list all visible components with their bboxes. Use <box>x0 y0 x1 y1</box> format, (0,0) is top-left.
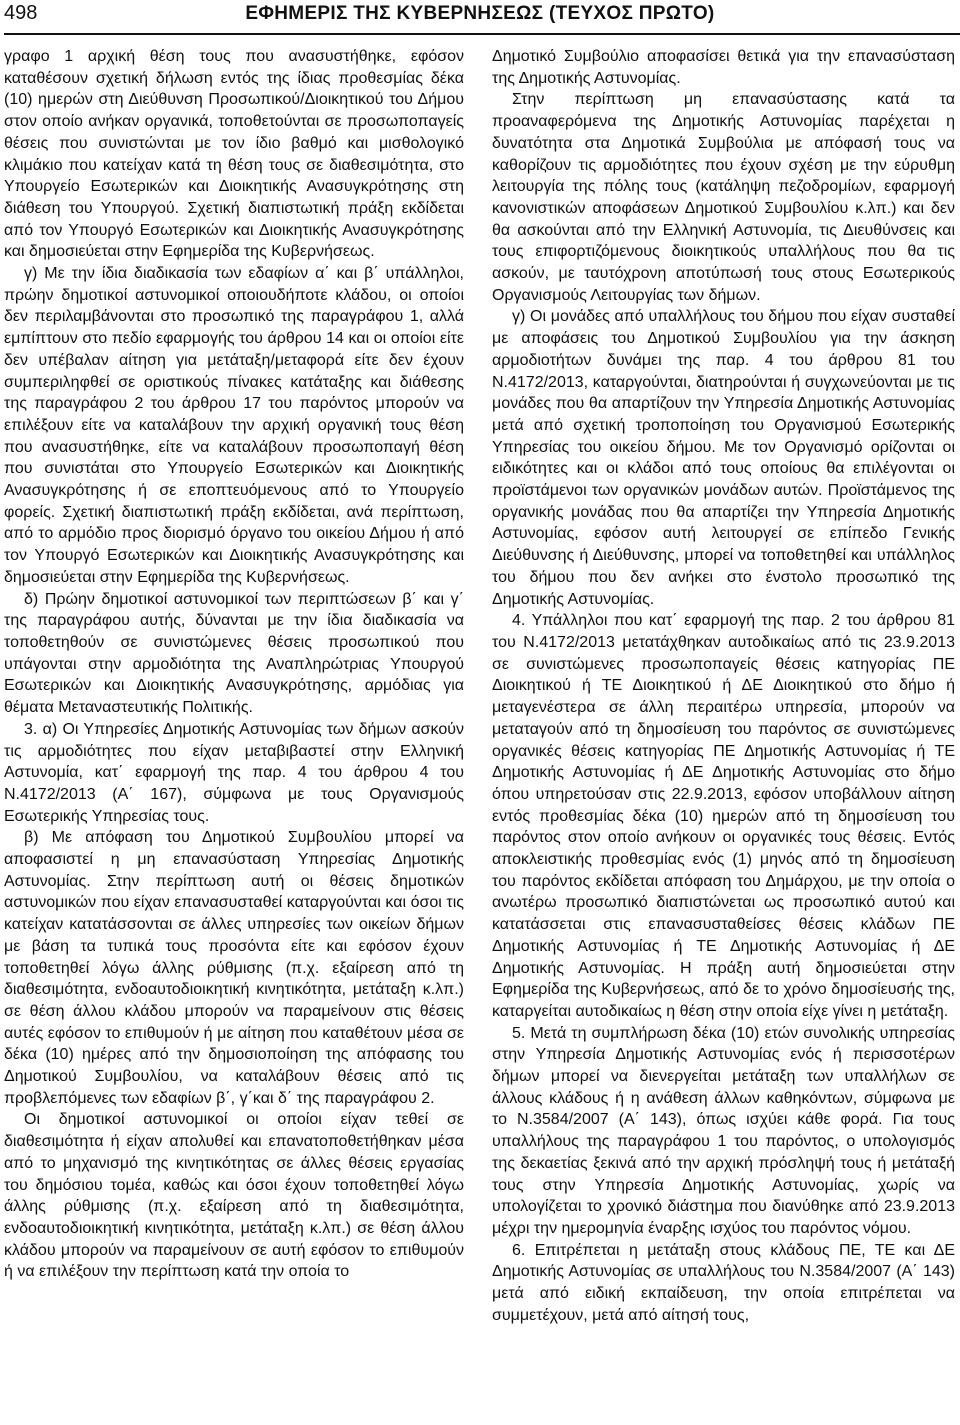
right-column <box>492 46 955 1421</box>
paragraph: δ) Πρώην δημοτικοί αστυνομικοί των περιπτώσεων β΄ και γ΄ της παραγράφου αυτής, δύνανται με την ίδια διαδικασία να τοποθετηθούν σε συνιστώμενες θέσεις προσωπικού που υπάγονται στην αρμοδιότητα της Αναπληρώτριας Υπουργού Εσωτερικών και Διοικητικής Ανασυγκρότησης, αρμόδιας για θέματα Μεταναστευτικής Πολιτικής. <box>4 590 464 717</box>
page-header <box>0 0 960 34</box>
header-rule <box>4 33 960 35</box>
paragraph: 6. Επιτρέπεται η μετάταξη στους κλάδους ΠΕ, ΤΕ και ΔΕ Δημοτικής Αστυνομίας σε υπαλλήλους του Ν.3584/2007 (Α΄ 143) μετά από ειδική εκπαίδευση, την οποία επιτρέπεται να συμμετέχουν, μετά από αίτησή τους, <box>492 1241 955 1324</box>
paragraph: γ) Οι μονάδες από υπαλλήλους του δήμου που είχαν συσταθεί με αποφάσεις του Δημοτικού Συμβουλίου για την άσκηση αρμοδιοτήτων δυνάμει της παρ. 4 του άρθρου 81 του Ν.4172/2013, καταργούνται, διατηρούνται ή συγχωνεύονται με τις μονάδες που θα απαρτίζουν την Υπηρεσία Δημοτικής Αστυνομίας μετά από σχετική τροποποίηση του Οργανισμού Εσωτερικής Υπηρεσίας του οικείου δήμου. Με τον Οργανισμό ορίζονται οι ειδικότητες και οι κλάδοι από τους οποίους θα επιλέγονται οι προϊστάμενοι των οργανικών μονάδων αυτών. Προϊστάμενος της οργανικής μονάδας που θα απαρτίζει την Υπηρεσία Δημοτικής Αστυνομίας, εφόσον αυτή λειτουργεί σε επίπεδο Γενικής Διεύθυνσης ή Διεύθυνσης, μπορεί να τοποθετηθεί και υπάλληλος του δήμου που δεν ανήκει στο ένστολο προσωπικό της Δημοτικής Αστυνομίας. <box>492 308 955 608</box>
paragraph: β) Με απόφαση του Δημοτικού Συμβουλίου μπορεί να αποφασιστεί η μη επανασύσταση Υπηρεσίας Δημοτικής Αστυνομίας. Στην περίπτωση αυτή οι θέσεις δημοτικών αστυνομικών που είχαν επανασυσταθεί καταργούνται και όσοι τις κατείχαν κατατάσσονται σε άλλες υπηρεσίες των οικείων δήμων με βάση τα τυπικά τους προσόντα είτε και εφόσον έχουν τοποθετηθεί λόγω άλλης ρύθμισης (π.χ. εξαίρεση από τη διαθεσιμότητα, ενδοαυτοδιοικητική κινητικότητα, μετάταξη κ.λπ.) σε θέση άλλου κλάδου μπορούν να παραμείνουν στις θέσεις αυτές εφόσον το επιθυμούν ή με αίτηση που καταθέτουν μέσα σε δέκα (10) ημέρες από την δημοσιοποίηση της απόφασης του Δημοτικού Συμβουλίου, να καταλάβουν θέσεις από τις προβλεπόμενες των εδαφίων β΄, γ΄και δ΄ της παραγράφου 2. <box>4 829 464 1107</box>
paragraph: 3. α) Οι Υπηρεσίες Δημοτικής Αστυνομίας των δήμων ασκούν τις αρμοδιότητες που είχαν μεταβιβαστεί στην Ελληνική Αστυνομία, κατ΄ εφαρμογή της παρ. 4 του άρθρου 4 του Ν.4172/2013 (Α΄ 167), σύμφωνα με τους Οργανισμούς Εσωτερικής Υπηρεσίας τους. <box>4 720 464 825</box>
paragraph: Οι δημοτικοί αστυνομικοί οι οποίοι είχαν τεθεί σε διαθεσιμότητα ή είχαν απολυθεί και επανατοποθετήθηκαν μέσα από το μηχανισμό της κινητικότητας σε άλλες θέσεις εργασίας του δημόσιου τομέα, καθώς και όσοι έχουν τοποθετηθεί λόγω άλλης ρύθμισης (π.χ. εξαίρεση από τη διαθεσιμότητα, ενδοαυτοδιοικητική κινητικότητα, μετάταξη κ.λπ.) σε θέση άλλου κλάδου μπορούν να παραμείνουν σε αυτή εφόσον το επιθυμούν ή να επιλέξουν την περίπτωση κατά την οποία το <box>4 1111 464 1281</box>
journal-title: ΕΦΗΜΕΡΙΣ ΤΗΣ ΚΥΒΕΡΝΗΣΕΩΣ (ΤΕΥΧΟΣ ΠΡΩΤΟ) <box>245 3 715 24</box>
page-number: 498 <box>4 2 38 24</box>
paragraph: Δημοτικό Συμβούλιο αποφασίσει θετικά για την επανασύσταση της Δημοτικής Αστυνομίας. <box>492 48 955 87</box>
paragraph: 5. Μετά τη συμπλήρωση δέκα (10) ετών συνολικής υπηρεσίας στην Υπηρεσία Δημοτικής Αστυνομίας ενός ή περισσοτέρων δήμων μπορεί να διενεργείται μετάταξη των υπαλλήλων σε άλλους κλάδους ή η ανάθεση άλλων καθηκόντων, σύμφωνα με το Ν.3584/2007 (Α΄ 143), όπως ισχύει κάθε φορά. Για τους υπαλλήλους της παραγράφου 1 του παρόντος, ο υπολογισμός της δεκαετίας ξεκινά από την αρχική πρόσληψή τους ή μετάταξή τους στην Υπηρεσία Δημοτικής Αστυνομίας, χωρίς να υπολογίζεται το χρονικό διάστημα που διανύθηκε από 23.9.2013 μέχρι την ημερομηνία έναρξης ισχύος του παρόντος νόμου. <box>492 1024 955 1237</box>
left-column <box>4 46 464 1421</box>
paragraph: γραφο 1 αρχική θέση τους που ανασυστήθηκε, εφόσον καταθέσουν σχετική δήλωση εντός της ίδιας προθεσμίας δέκα (10) ημερών στη Διεύθυνση Προσωπικού/Διοικητικού του Δήμου στον οποίο ανήκαν οργανικά, τοποθετούνται σε προσωποπαγείς θέσεις που συνιστώνται με τον ίδιο βαθμό και μισθολογικό κλιμάκιο που κατείχαν κατά τη θέση τους σε διαθεσιμότητα, στο Υπουργείο Εσωτερικών και Διοικητικής Ανασυγκρότησης στη διάθεση του Υπουργού. Σχετική διαπιστωτική πράξη εκδίδεται από τον Υπουργό Εσωτερικών και Διοικητικής Ανασυγκρότησης και δημοσιεύεται στην Εφημερίδα της Κυβερνήσεως. <box>4 48 464 261</box>
paragraph: γ) Με την ίδια διαδικασία των εδαφίων α΄ και β΄ υπάλληλοι, πρώην δημοτικοί αστυνομικοί οποιουδήποτε κλάδου, οι οποίοι δεν περιλαμβάνονται στο προσωπικό της παραγράφου 1, αλλά εμπίπτουν στο πεδίο εφαρμογής του άρθρου 14 και οι οποίοι είτε δεν υπέβαλαν αίτηση για μετάταξη/μεταφορά είτε δεν έχουν συμπεριληφθεί σε οριστικούς πίνακες κατάταξης και διάθεσης της παραγράφου 2 του άρθρου 17 του παρόντος μπορούν να επιλέξουν είτε να καταλάβουν την αρχική οργανική τους θέση που ανασυστήθηκε, είτε να καταλάβουν προσωποπαγή θέση που συνιστάται στο Υπουργείο Εσωτερικών και Διοικητικής Ανασυγκρότησης ή σε εποπτευόμενους από το Υπουργείο φορείς. Σχετική διαπιστωτική πράξη εκδίδεται, ανά περίπτωση, από το αρμόδιο προς διορισμό όργανο του οικείου Δήμου ή από τον Υπουργό Εσωτερικών και Διοικητικής Ανασυγκρότησης και δημοσιεύεται στην Εφημερίδα της Κυβερνήσεως. <box>4 265 464 586</box>
paragraph: Στην περίπτωση μη επανασύστασης κατά τα προαναφερόμενα της Δημοτικής Αστυνομίας παρέχεται η δυνατότητα στα Δημοτικά Συμβούλια με απόφασή τους να καθορίζουν τις αρμοδιότητες που έχουν σχέση με την εύρυθμη λειτουργία της πόλης τους (κατάληψη πεζοδρομίων, εφαρμογή κανονιστικών αποφάσεων Δημοτικού Συμβουλίου κ.λπ.) και δεν θα ασκούνται από την Ελληνική Αστυνομία, τις Διευθύνσεις και τους επιφορτιζόμενους διοικητικούς υπαλλήλους που θα τις ασκούν, με ταυτόχρονη αποτύπωσή τους στους Εσωτερικούς Οργανισμούς Λειτουργίας των δήμων. <box>492 91 955 304</box>
paragraph: 4. Υπάλληλοι που κατ΄ εφαρμογή της παρ. 2 του άρθρου 81 του Ν.4172/2013 μετατάχθηκαν αυτοδικαίως από τις 23.9.2013 σε συνιστώμενες προσωποπαγείς θέσεις κατηγορίας ΠΕ Διοικητικού ή ΤΕ Διοικητικού ή ΔΕ Διοικητικού στο δήμο ή μεταγενέστερα σε άλλη περαιτέρω υπηρεσία, μπορούν να μεταταγούν από τη δημοσίευση του παρόντος σε συνιστώμενες οργανικές θέσεις κατηγορίας ΠΕ Δημοτικής Αστυνομίας ή ΤΕ Δημοτικής Αστυνομίας ή ΔΕ Δημοτικής Αστυνομίας στο δήμο όπου υπηρετούσαν στις 22.9.2013, εφόσον υποβάλλουν αίτηση εντός προθεσμίας δέκα (10) ημερών από τη δημοσίευση του παρόντος στον οποίο ανήκουν οι οργανικές τους θέσεις. Εντός αποκλειστικής προθεσμίας ενός (1) μηνός από τη δημοσίευση του παρόντος εκδίδεται απόφαση του Δημάρχου, με την οποία ο ανωτέρω προσωπικό διαπιστώνεται ως προσωπικό αυτού και κατατάσσεται στις επανασυσταθείσες θέσεις κλάδων ΠΕ Δημοτικής Αστυνομίας ή ΤΕ Δημοτικής Αστυνομίας ή ΔΕ Δημοτικής Αστυνομίας. Η πράξη αυτή δημοσιεύεται στην Εφημερίδα της Κυβερνήσεως, από δε το χρόνο δημοσίευσής της, καταργείται αυτοδικαίως η θέση στην οποία είχε γίνει η μετάταξη. <box>492 612 955 1020</box>
